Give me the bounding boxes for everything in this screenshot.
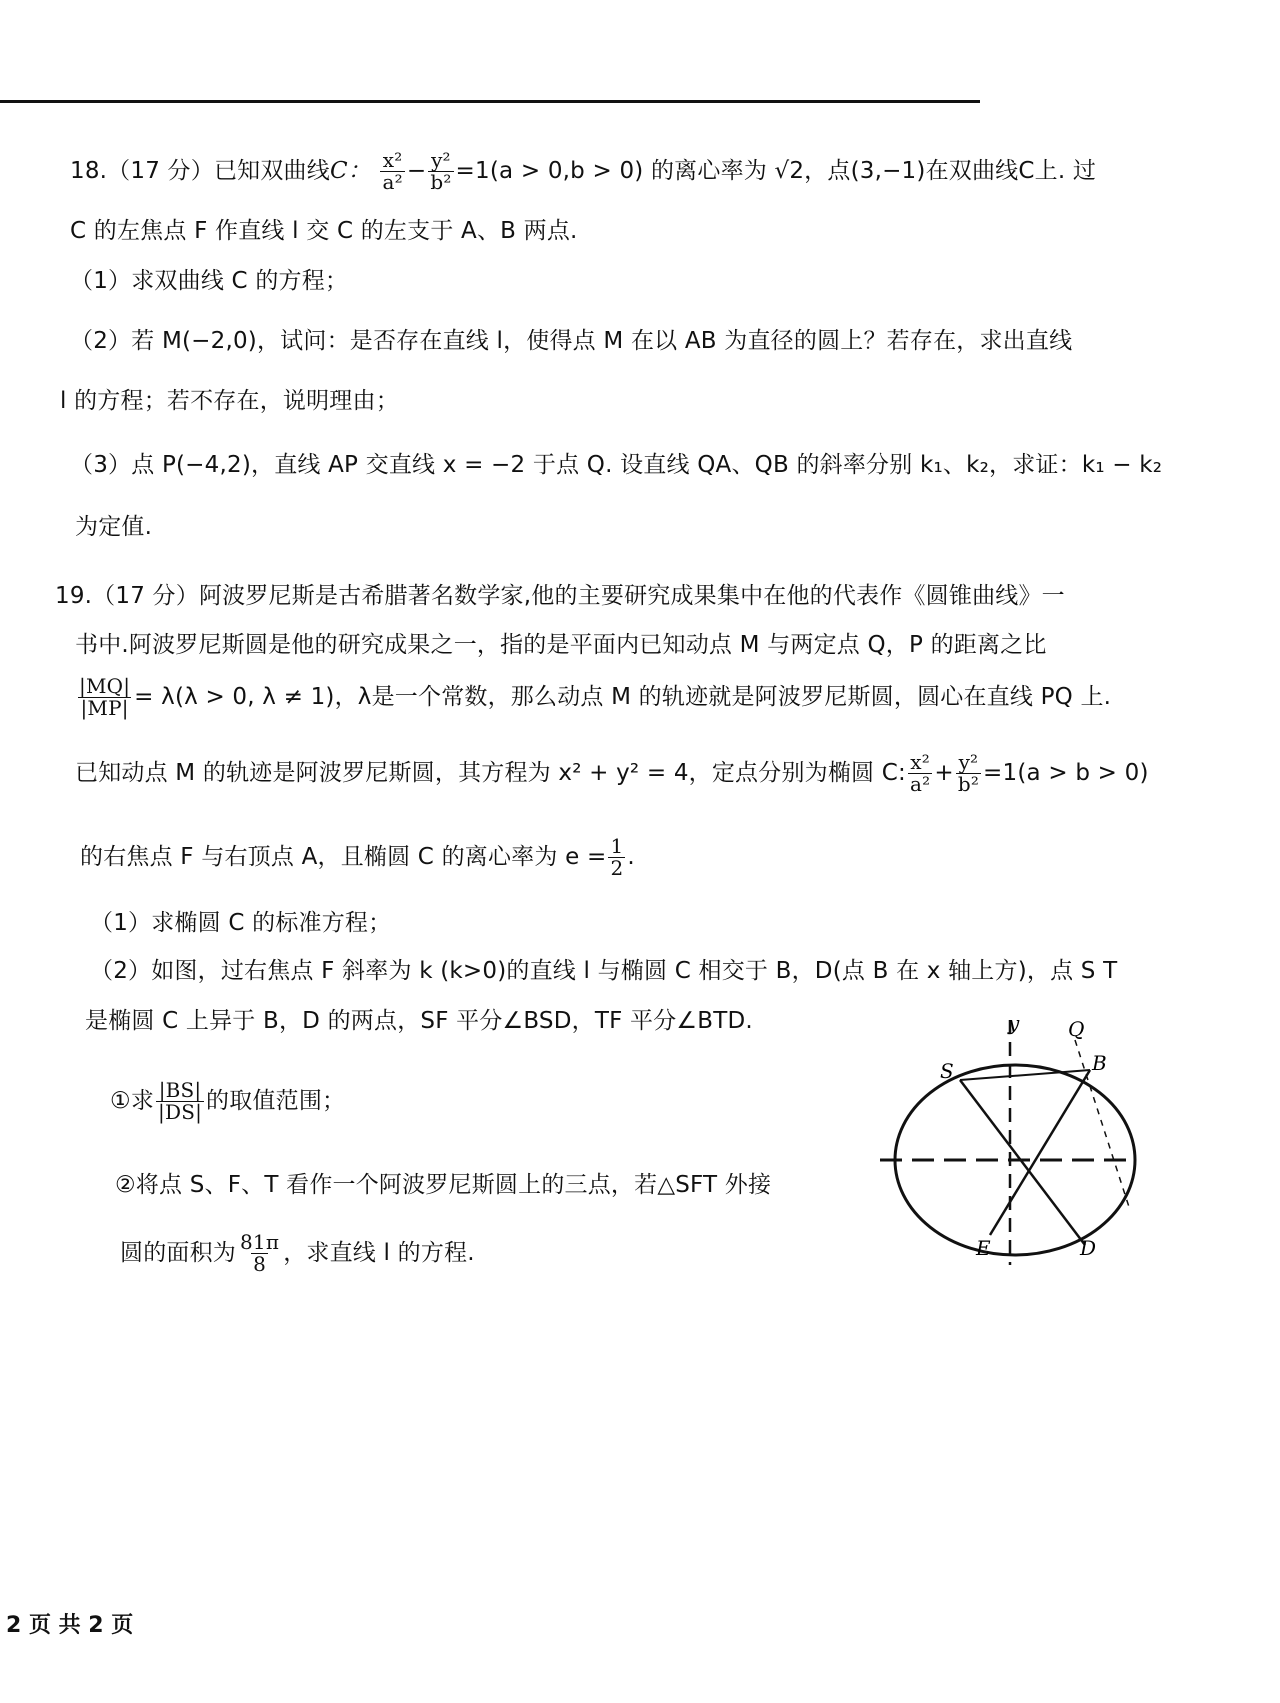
q19-sub1: [110, 1080, 345, 1123]
label-d: D: [1080, 1236, 1097, 1260]
q19-circle-eq: 已知动点 M 的轨迹是阿波罗尼斯圆，其方程为 x² + y² = 4，定点分别为椭圆 C:: [75, 760, 906, 786]
q18-frac-x-den: a²: [382, 170, 403, 194]
q18-part3: （3）点 P(−4,2)，直线 AP 交直线 x = −2 于点 Q. 设直线 QA、QB 的斜率分别 k₁、k₂，求证：k₁ − k₂: [70, 452, 1163, 478]
q18-line2: C 的左焦点 F 作直线 l 交 C 的左支于 A、B 两点.: [70, 218, 578, 244]
q19-part1: （1）求椭圆 C 的标准方程；: [90, 910, 392, 936]
q19-bs-num: |BS|: [158, 1078, 202, 1102]
q19-ratio-frac: [77, 676, 132, 719]
label-y: y: [1008, 1011, 1020, 1035]
q19-ellipse-cond: =1(a > b > 0): [983, 760, 1149, 786]
q18-frac-y-den: b²: [430, 170, 452, 194]
q19-area-num: 81π: [240, 1230, 280, 1254]
q18-part2-cont: l 的方程；若不存在，说明理由；: [60, 388, 399, 414]
label-s: S: [940, 1059, 954, 1083]
q19-sub2-cont: [120, 1232, 475, 1275]
q19-ellipse-y-den: b²: [957, 772, 980, 796]
q19-e-num: 1: [610, 834, 624, 858]
q19-sub1-prefix: ①求: [110, 1088, 155, 1114]
label-q: Q: [1068, 1017, 1085, 1041]
q19-area-den: 8: [253, 1252, 267, 1276]
top-rule: [0, 100, 980, 103]
q19-part2-cont: 是椭圆 C 上异于 B，D 的两点，SF 平分∠BSD，TF 平分∠BTD.: [85, 1008, 753, 1034]
q18-frac-x-num: x²: [382, 148, 403, 172]
label-b: B: [1092, 1051, 1107, 1075]
ellipse-figure: [880, 1010, 1140, 1270]
q19-bs-frac: [156, 1080, 204, 1123]
q19-line3: [75, 676, 1111, 719]
page-footer: 2 页 共 2 页: [6, 1613, 134, 1638]
line-sd: [960, 1080, 1085, 1245]
q19-ellipse-y-num: y²: [958, 750, 979, 774]
q19-ellipse-frac-y: [956, 752, 981, 795]
q19-line5: [80, 836, 635, 879]
q18-frac-x: [380, 150, 404, 193]
q18-condition: =1(a > 0,b > 0) 的离心率为 √2，点(3,−1)在双曲线C上. 过: [455, 158, 1097, 184]
label-e: E: [976, 1236, 991, 1260]
q19-ratio-text: = λ(λ > 0, λ ≠ 1)，λ是一个常数，那么动点 M 的轨迹就是阿波罗尼斯圆，圆心在直线 PQ 上.: [134, 684, 1112, 710]
q18-intro: 18.（17 分）已知双曲线: [70, 158, 330, 184]
q18-frac-y: [428, 150, 453, 193]
q18-part1: （1）求双曲线 C 的方程；: [70, 268, 349, 294]
q19-part2: （2）如图，过右焦点 F 斜率为 k (k>0)的直线 l 与椭圆 C 相交于 B，D(点 B 在 x 轴上方)，点 S T: [90, 958, 1118, 984]
q19-eccentricity-text: 的右焦点 F 与右顶点 A，且椭圆 C 的离心率为 e =: [80, 844, 607, 870]
q18-curve-name: C：: [329, 158, 371, 184]
q19-sub2-prefix: 圆的面积为: [120, 1240, 236, 1266]
q19-ellipse-x-den: a²: [909, 772, 931, 796]
q19-e-frac: [608, 836, 625, 879]
q19-line2: 书中.阿波罗尼斯圆是他的研究成果之一，指的是平面内已知动点 M 与两定点 Q，P 的距离之比: [75, 632, 1047, 658]
q19-e-den: 2: [610, 856, 624, 880]
q19-line4: [75, 752, 1149, 795]
q18-part3-cont: 为定值.: [75, 514, 153, 540]
q18-part2: （2）若 M(−2,0)，试问：是否存在直线 l，使得点 M 在以 AB 为直径的圆上？若存在，求出直线: [70, 328, 1073, 354]
q19-line1: 19.（17 分）阿波罗尼斯是古希腊著名数学家,他的主要研究成果集中在他的代表作《圆锥曲线》一: [55, 583, 1065, 609]
q18-minus: −: [406, 158, 427, 184]
q19-sub2: ②将点 S、F、T 看作一个阿波罗尼斯圆上的三点，若△SFT 外接: [115, 1172, 772, 1198]
q19-period: .: [627, 844, 635, 870]
q19-sub1-suffix: 的取值范围；: [206, 1088, 346, 1114]
q19-bs-den: |DS|: [158, 1100, 203, 1124]
q19-plus: +: [934, 760, 954, 786]
q18-frac-y-num: y²: [431, 148, 451, 172]
q19-ellipse-frac-x: [908, 752, 932, 795]
q19-area-frac: [238, 1232, 281, 1275]
q19-ratio-num: |MQ|: [79, 674, 131, 698]
q19-ellipse-x-num: x²: [910, 750, 930, 774]
line-bd: [990, 1070, 1090, 1235]
q19-ratio-den: |MP|: [80, 696, 129, 720]
q18-line1: [70, 150, 1096, 193]
q19-sub2-suffix: ，求直线 l 的方程.: [283, 1240, 475, 1266]
